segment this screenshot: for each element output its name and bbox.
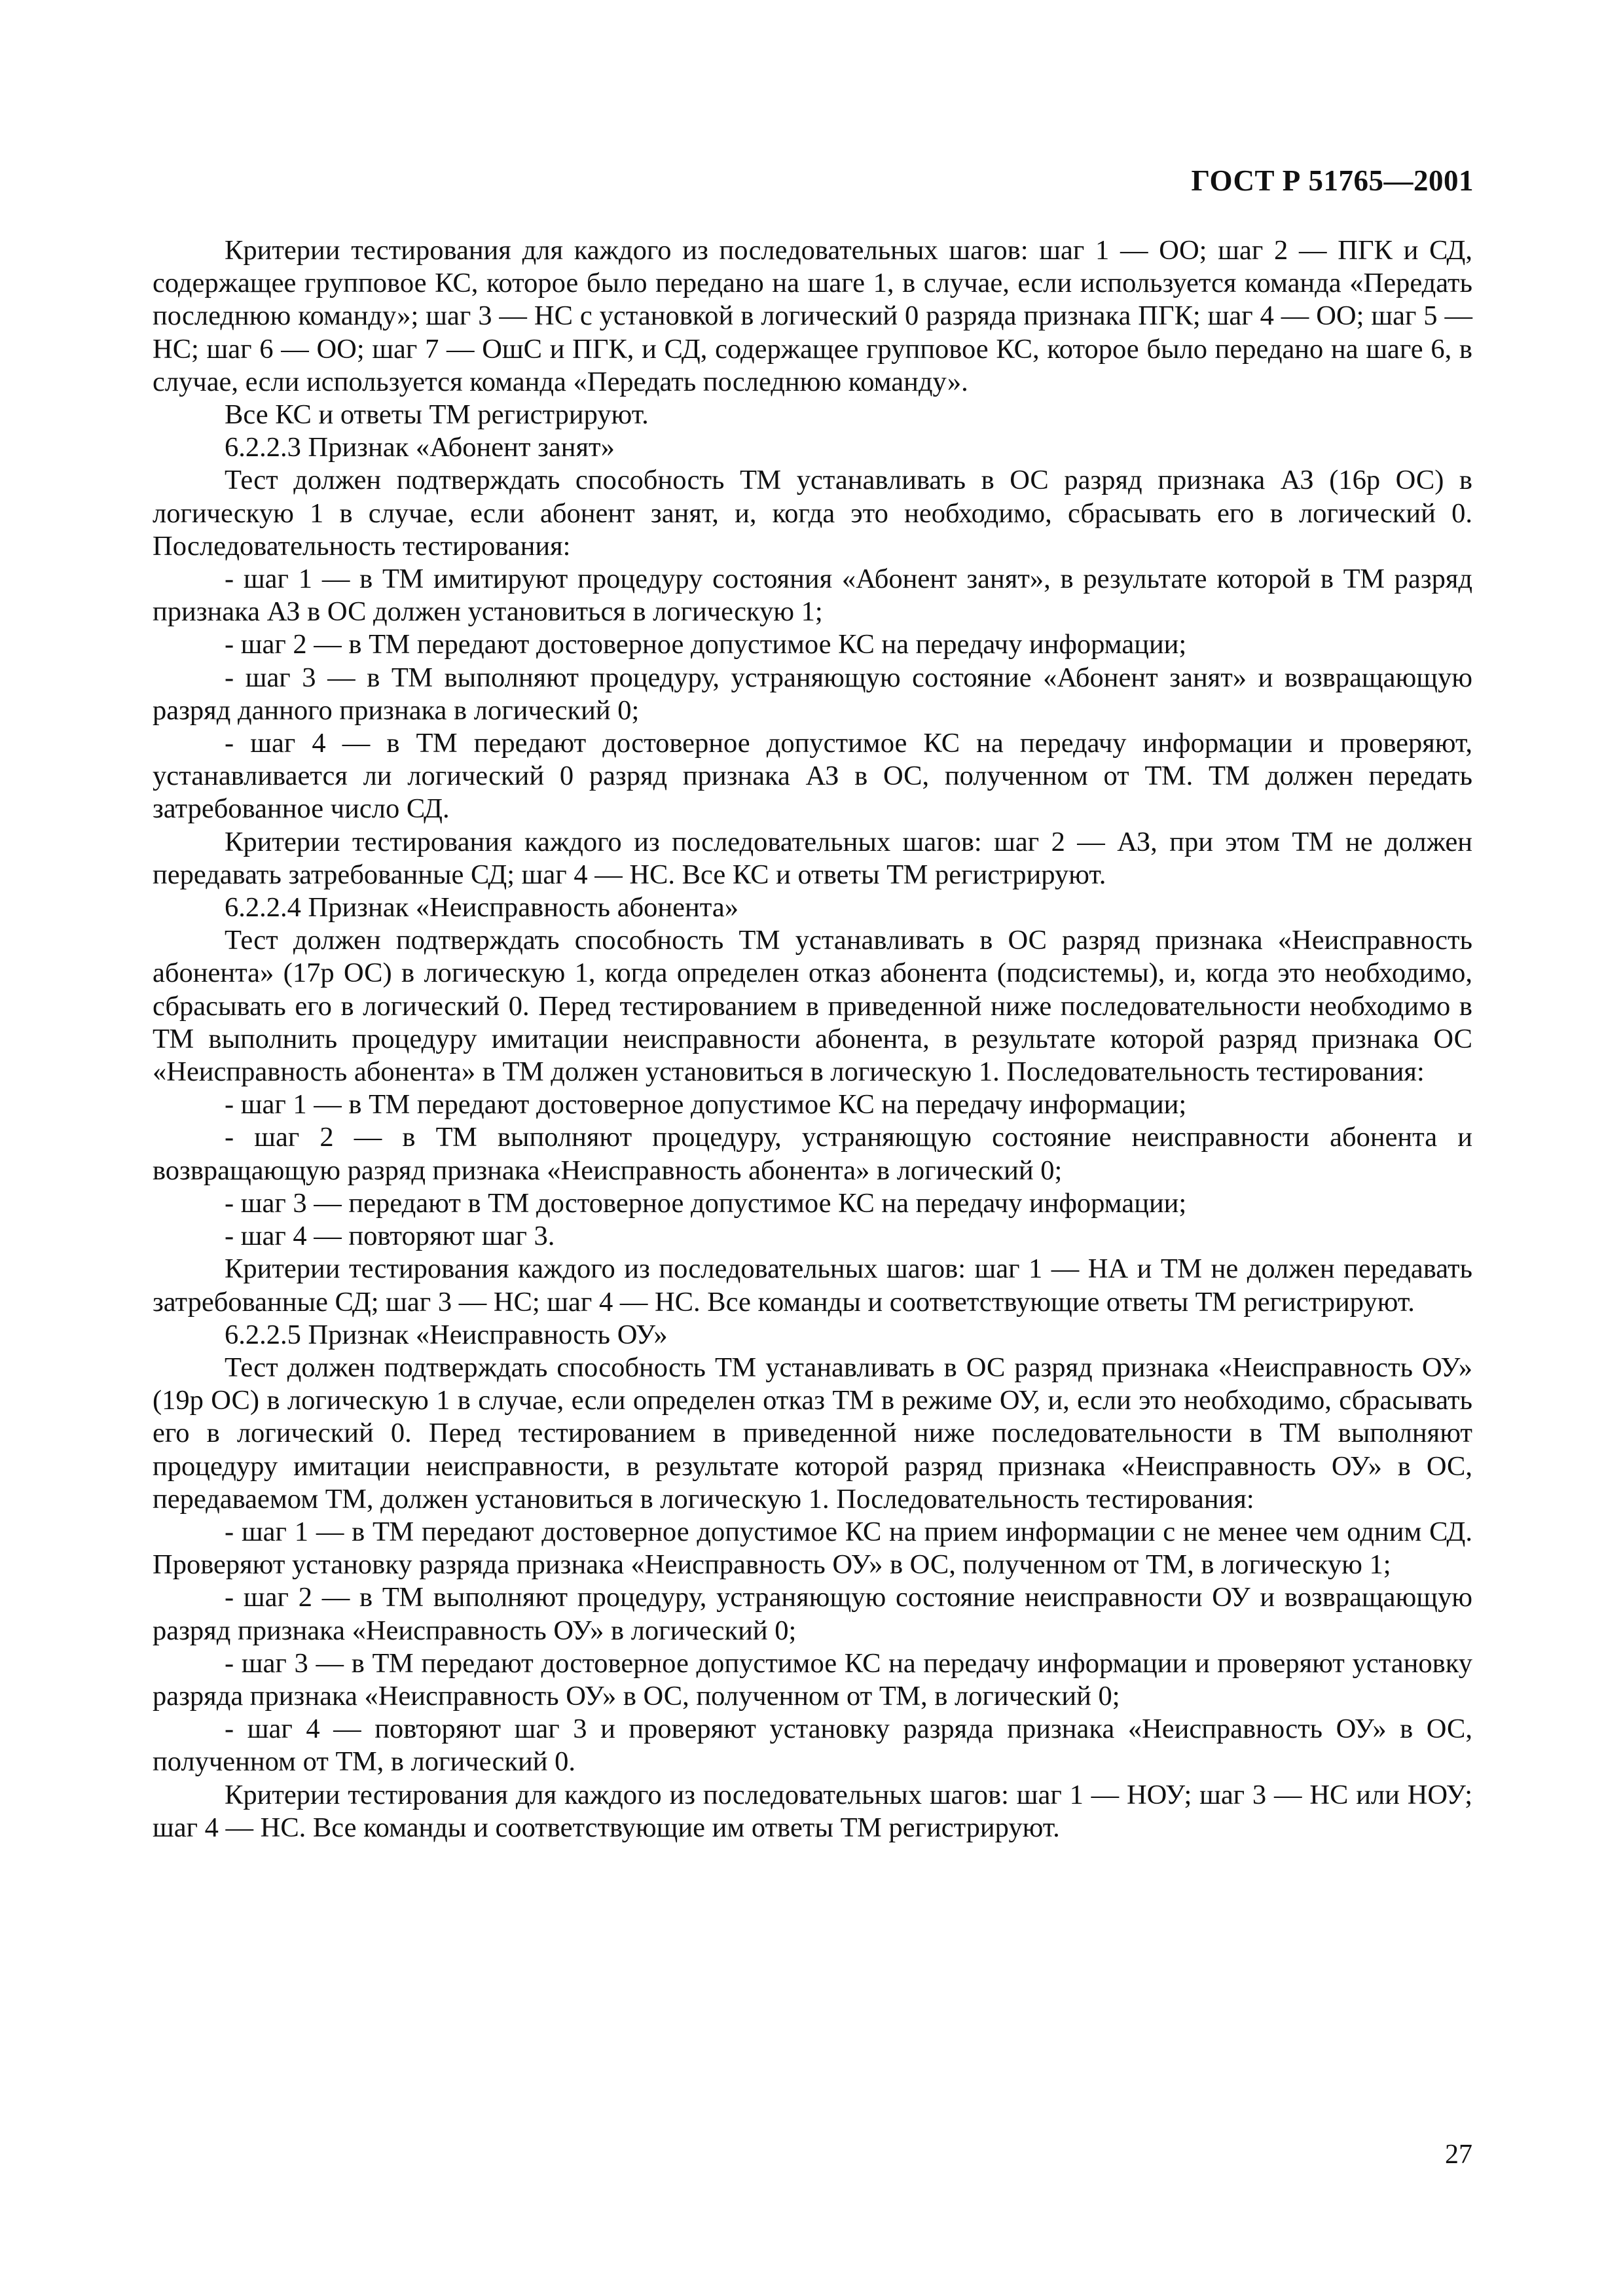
list-item: - шаг 3 — в ТМ выполняют процедуру, устраняющую состояние «Абонент занят» и возвращающую разряд данного признака в логический 0; [153, 662, 1472, 726]
paragraph: Критерии тестирования каждого из последовательных шагов: шаг 1 — НА и ТМ не должен передавать затребованные СД; шаг 3 — НС; шаг 4 — НС. Все команды и соответствующие ответы ТМ регистрируют. [153, 1253, 1472, 1318]
paragraph: Критерии тестирования каждого из последовательных шагов: шаг 2 — АЗ, при этом ТМ не должен передавать затребованные СД; шаг 4 — НС. Все КС и ответы ТМ регистрируют. [153, 826, 1472, 890]
paragraph: Все КС и ответы ТМ регистрируют. [225, 399, 649, 431]
page-number: 27 [1445, 2140, 1472, 2170]
paragraph: Тест должен подтверждать способность ТМ устанавливать в ОС разряд признака АЗ (16р ОС) в логическую 1 в случае, если абонент занят, и, когда это необходимо, сбрасывать его в логический 0. Последовательность тестирования: [153, 465, 1472, 562]
section-heading: 6.2.2.5 Признак «Неисправность ОУ» [225, 1319, 668, 1350]
list-item: - шаг 2 — в ТМ выполняют процедуру, устраняющую состояние неисправности ОУ и возвращающую разряд признака «Неисправность ОУ» в логический 0; [153, 1582, 1472, 1646]
section-heading: 6.2.2.3 Признак «Абонент занят» [225, 432, 615, 463]
section-heading: 6.2.2.4 Признак «Неисправность абонента» [225, 892, 739, 924]
standard-header: ГОСТ Р 51765—2001 [1191, 164, 1474, 197]
list-item: - шаг 3 — в ТМ передают достоверное допустимое КС на передачу информации и проверяют установку разряда признака «Неисправность ОУ» в ОС, полученном от ТМ, в логический 0; [153, 1647, 1472, 1712]
list-item: - шаг 2 — в ТМ передают достоверное допустимое КС на передачу информации; [225, 629, 1187, 660]
list-item: - шаг 4 — повторяют шаг 3. [225, 1221, 555, 1252]
list-item: - шаг 1 — в ТМ передают достоверное допустимое КС на передачу информации; [225, 1089, 1187, 1121]
paragraph: Тест должен подтверждать способность ТМ устанавливать в ОС разряд признака «Неисправность ОУ» (19р ОС) в логическую 1 в случае, если определен отказ ТМ в режиме ОУ, и, если это необходимо, сбрасывать его в логический 0. Перед тестированием в приведенной ниже последовательности в ТМ выполняют процедуру имитации неисправности, в результате которой разряд признака «Неисправность ОУ» в ОС, передаваемом ТМ, должен установиться в логическую 1. Последовательность тестирования: [153, 1352, 1472, 1515]
list-item: - шаг 2 — в ТМ выполняют процедуру, устраняющую состояние неисправности абонента и возвращающую разряд признака «Неисправность абонента» в логический 0; [153, 1122, 1472, 1186]
list-item: - шаг 1 — в ТМ имитируют процедуру состояния «Абонент занят», в результате которой в ТМ разряд признака АЗ в ОС должен установиться в логическую 1; [153, 564, 1472, 628]
list-item: - шаг 4 — повторяют шаг 3 и проверяют установку разряда признака «Неисправность ОУ» в ОС, полученном от ТМ, в логический 0. [153, 1713, 1472, 1778]
list-item: - шаг 4 — в ТМ передают достоверное допустимое КС на передачу информации и проверяют, устанавливается ли логический 0 разряд признака АЗ в ОС, полученном от ТМ. ТМ должен передать затребованное число СД. [153, 728, 1472, 825]
list-item: - шаг 3 — передают в ТМ достоверное допустимое КС на передачу информации; [225, 1187, 1187, 1219]
paragraph: Критерии тестирования для каждого из последовательных шагов: шаг 1 — НОУ; шаг 3 — НС или НОУ; шаг 4 — НС. Все команды и соответствующие им ответы ТМ регистрируют. [153, 1779, 1472, 1843]
document-body [153, 234, 1472, 1844]
list-item: - шаг 1 — в ТМ передают достоверное допустимое КС на прием информации с не менее чем одним СД. Проверяют установку разряда признака «Неисправность ОУ» в ОС, полученном от ТМ, в логическую 1; [153, 1516, 1472, 1581]
paragraph: Критерии тестирования для каждого из последовательных шагов: шаг 1 — ОО; шаг 2 — ПГК и СД, содержащее групповое КС, которое было передано на шаге 1, в случае, если используется команда «Передать последнюю команду»; шаг 3 — НС с установкой в логический 0 разряда признака ПГК; шаг 4 — ОО; шаг 5 — НС; шаг 6 — ОО; шаг 7 — ОшС и ПГК, и СД, содержащее групповое КС, которое было передано на шаге 6, в случае, если используется команда «Передать последнюю команду». [153, 235, 1472, 397]
paragraph: Тест должен подтверждать способность ТМ устанавливать в ОС разряд признака «Неисправность абонента» (17р ОС) в логическую 1, когда определен отказ абонента (подсистемы), и, когда это необходимо, сбрасывать его в логический 0. Перед тестированием в приведенной ниже последовательности необходимо в ТМ выполнить процедуру имитации неисправности абонента, в результате которой разряд признака ОС «Неисправность абонента» в ТМ должен установиться в логическую 1. Последовательность тестирования: [153, 925, 1472, 1088]
